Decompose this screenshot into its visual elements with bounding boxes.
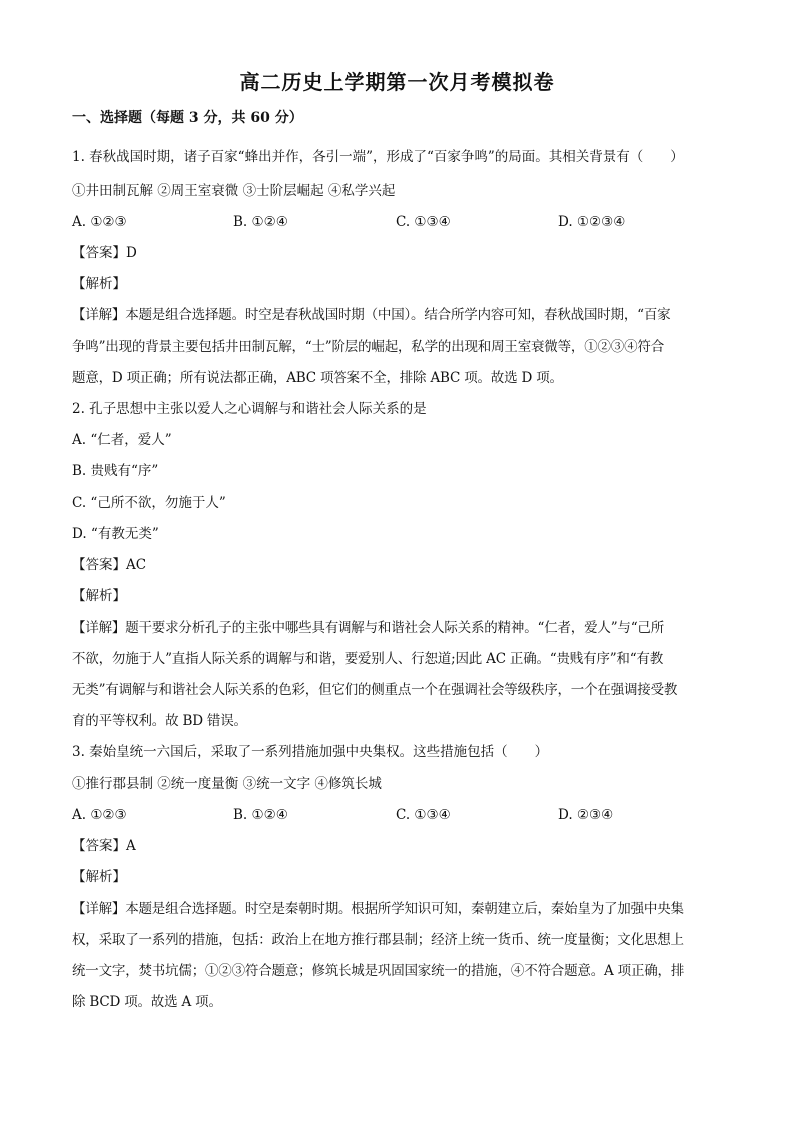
page-title: 高二历史上学期第一次月考模拟卷	[239, 70, 555, 94]
question-3-options	[72, 805, 722, 825]
question-2-detail-line: 育的平等权利。故 BD 错误。	[72, 713, 247, 729]
question-2-option-d: D. “有教无类”	[72, 526, 159, 542]
question-2-answer: 【答案】AC	[72, 557, 147, 573]
question-1-options	[72, 212, 722, 232]
question-3-detail-line: 权，采取了一系列的措施，包括：政治上在地方推行郡县制；经济上统一货币、统一度量衡；文化思想上	[72, 932, 684, 948]
question-1-items: ①井田制瓦解 ②周王室衰微 ③士阶层崛起 ④私学兴起	[72, 183, 396, 199]
question-2-stem: 2. 孔子思想中主张以爱人之心调解与和谐社会人际关系的是	[72, 401, 427, 417]
question-3-detail-line: 【详解】本题是组合选择题。时空是秦朝时期。根据所学知识可知，秦朝建立后，秦始皇为了加强中央集	[72, 901, 684, 917]
question-3-stem: 3. 秦始皇统一六国后，采取了一系列措施加强中央集权。这些措施包括（ ）	[72, 744, 549, 760]
question-1-answer: 【答案】D	[72, 245, 137, 261]
question-3-answer: 【答案】A	[72, 838, 136, 854]
option-d: D. ②③④	[558, 807, 614, 823]
question-1-detail-line: 【详解】本题是组合选择题。时空是春秋战国时期（中国）。结合所学内容可知，春秋战国时期，“百家	[72, 307, 671, 323]
question-3-analysis-label: 【解析】	[72, 869, 126, 885]
question-2-detail-line: 无类”有调解与和谐社会人际关系的色彩，但它们的侧重点一个在强调社会等级秩序，一个在强调接受教	[72, 682, 678, 698]
question-2-detail-line: 【详解】题干要求分析孔子的主张中哪些具有调解与和谐社会人际关系的精神。“仁者，爱人”与“己所	[72, 620, 665, 636]
question-2-option-b: B. 贵贱有“序”	[72, 463, 159, 479]
option-b: B. ①②④	[233, 807, 288, 823]
question-3-items: ①推行郡县制 ②统一度量衡 ③统一文字 ④修筑长城	[72, 776, 382, 792]
option-d: D. ①②③④	[558, 214, 626, 230]
question-1-stem: 1. 春秋战国时期，诸子百家“蜂出并作，各引一端”，形成了“百家争鸣”的局面。其相关背景有（ ）	[72, 149, 684, 165]
question-1-analysis-label: 【解析】	[72, 276, 126, 292]
question-2-analysis-label: 【解析】	[72, 588, 126, 604]
question-3-detail-line: 统一文字，焚书坑儒；①②③符合题意；修筑长城是巩固国家统一的措施，④不符合题意。A 项正确，排	[72, 963, 685, 979]
question-2-option-a: A. “仁者，爱人”	[72, 432, 172, 448]
option-a: A. ①②③	[72, 214, 127, 230]
question-3-detail-line: 除 BCD 项。故选 A 项。	[72, 994, 222, 1010]
option-c: C. ①③④	[396, 214, 451, 230]
question-1-detail-line: 争鸣”出现的背景主要包括井田制瓦解，“士”阶层的崛起，私学的出现和周王室衰微等，①②③④符合	[72, 339, 665, 355]
option-c: C. ①③④	[396, 807, 451, 823]
section-heading: 一、选择题（每题 3 分，共 60 分）	[72, 110, 303, 126]
question-2-detail-line: 不欲，勿施于人”直指人际关系的调解与和谐，要爱别人、行恕道;因此 AC 正确。“贵贱有序”和“有教	[72, 651, 664, 667]
option-b: B. ①②④	[233, 214, 288, 230]
question-2-option-c: C. “己所不欲，勿施于人”	[72, 495, 226, 511]
question-1-detail-line: 题意，D 项正确；所有说法都正确，ABC 项答案不全，排除 ABC 项。故选 D 项。	[72, 370, 563, 386]
option-a: A. ①②③	[72, 807, 127, 823]
